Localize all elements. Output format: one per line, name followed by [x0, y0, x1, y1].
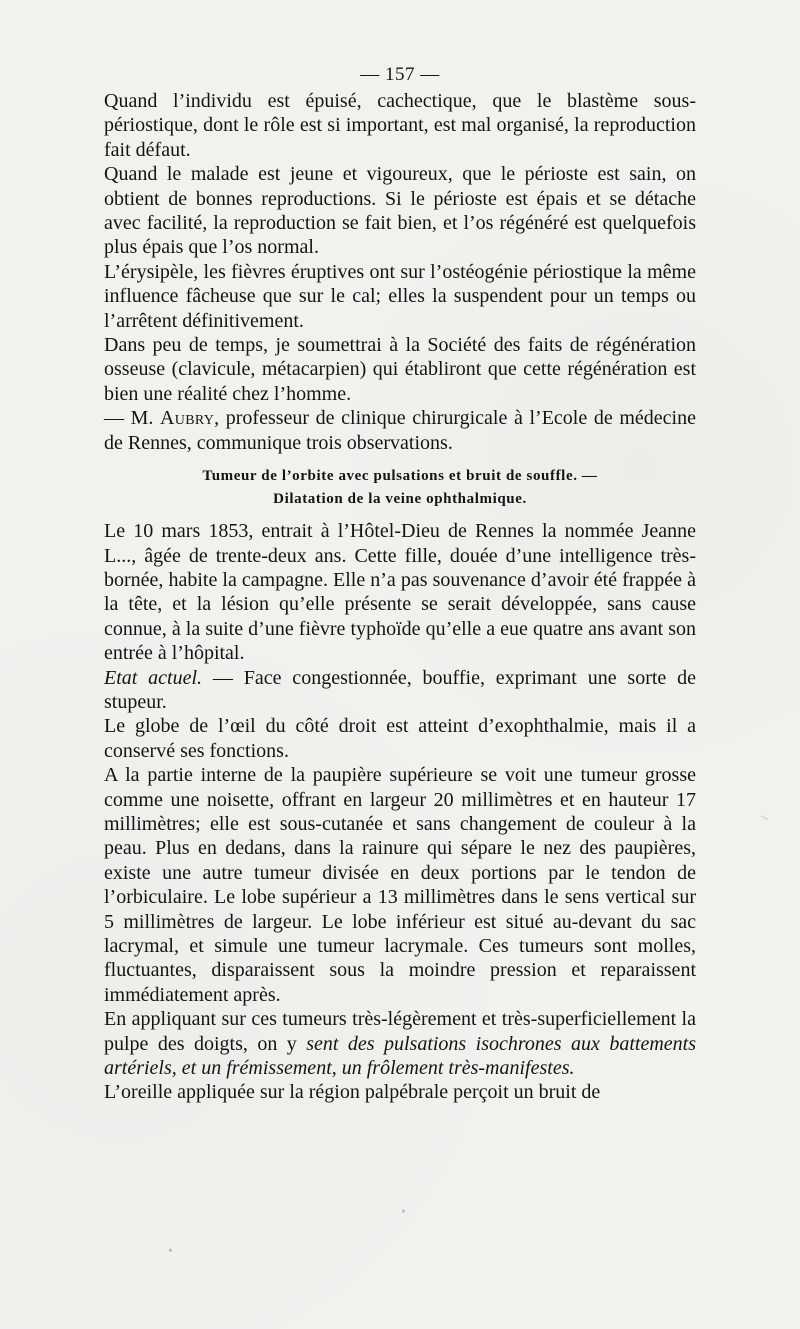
paragraph-1: Quand l’individu est épuisé, cachectique, que le blastème sous-périostique, dont le rôle est si important, est mal organisé, la reproduction fait défaut. — [104, 90, 696, 161]
page-number: — 157 — — [360, 64, 440, 85]
section-heading-line-1: Tumeur de l’orbite avec pulsations et bruit de souffle. — — [202, 468, 598, 485]
section-heading — [104, 465, 696, 511]
pulsations-paragraph — [104, 1007, 696, 1080]
aubry-prefix: — M. — [104, 407, 161, 430]
etat-actuel-text: — Face congestionnée, bouffie, exprimant une sorte de stupeur. — [104, 666, 697, 713]
section-heading-line-2: Dilatation de la veine ophthalmique. — [273, 491, 527, 508]
case-paragraph-1: Le 10 mars 1853, entrait à l’Hôtel-Dieu de Rennes la nommée Jeanne L..., âgée de trente-deux ans. Cette fille, douée d’une intelligence très-bornée, habite la campagne. Elle n’a pas souvenance d’avoir été frappée à la tête, et la lésion qu’elle présente se serait développée, sans cause connue, à la suite d’une fièvre typhoïde qu’elle a eue quatre ans avant son entrée à l’hôpital. — [104, 520, 696, 665]
etat-actuel-label: Etat actuel. — [104, 666, 203, 689]
scan-speck-1: • — [401, 1205, 406, 1220]
pulsations-italic: sent des pulsations isochrones aux battements artériels, et un frémissement, un frôlement très-manifestes. — [104, 1032, 696, 1080]
aubry-name: Aubry — [160, 407, 215, 430]
case-paragraph-2: Le globe de l’œil du côté droit est atteint d’exophthalmie, mais il a conservé ses fonctions. — [104, 715, 696, 762]
last-paragraph: L’oreille appliquée sur la région palpébrale perçoit un bruit de — [104, 1081, 601, 1104]
aubry-rest: , professeur de clinique chirurgicale à l’Ecole de médecine de Rennes, communique trois observations. — [104, 407, 696, 454]
paragraph-3: L’érysipèle, les fièvres éruptives ont sur l’ostéogénie périostique la même influence fâcheuse que sur le cal; elles la suspendent pour un temps ou l’arrêtent définitivement. — [104, 260, 696, 332]
case-paragraph-3: A la partie interne de la paupière supérieure se voit une tumeur grosse comme une noisette, offrant en largeur 20 millimètres et en hauteur 17 millimètres; elle est sous-cutanée et sans changement de couleur à la peau. Plus en dedans, dans la rainure qui sépare le nez des paupières, existe une autre tumeur divisée en deux portions par le tendon de l’orbiculaire. Le lobe supérieur a 13 millimètres dans le sens vertical sur 5 millimètres de largeur. Le lobe inférieur est situé au-devant du sac lacrymal, et simule une tumeur lacrymale. Ces tumeurs sont molles, fluctuantes, disparaissent sous la moindre pression et reparaissent immédiatement après. — [104, 764, 696, 1006]
paragraph-4: Dans peu de temps, je soumettrai à la Société des faits de régénération osseuse (clavicule, métacarpien) qui établiront que cette régénération est bien une réalité chez l’homme. — [104, 334, 696, 405]
aubry-introduction — [104, 406, 696, 455]
scan-speck-3: ~ — [757, 810, 771, 827]
scan-speck-2: • — [168, 1244, 173, 1259]
paragraph-2: Quand le malade est jeune et vigoureux, que le périoste est sain, on obtient de bonnes reproductions. Si le périoste est épais et se détache avec facilité, la reproduction se fait bien, et l’os régénéré est quelquefois plus épais que l’os normal. — [104, 163, 696, 259]
pulsations-start: En appliquant sur ces tumeurs très-légèrement et très-superficiellement la pulpe des doigts, on y — [104, 1008, 696, 1055]
etat-actuel-paragraph — [104, 666, 696, 715]
